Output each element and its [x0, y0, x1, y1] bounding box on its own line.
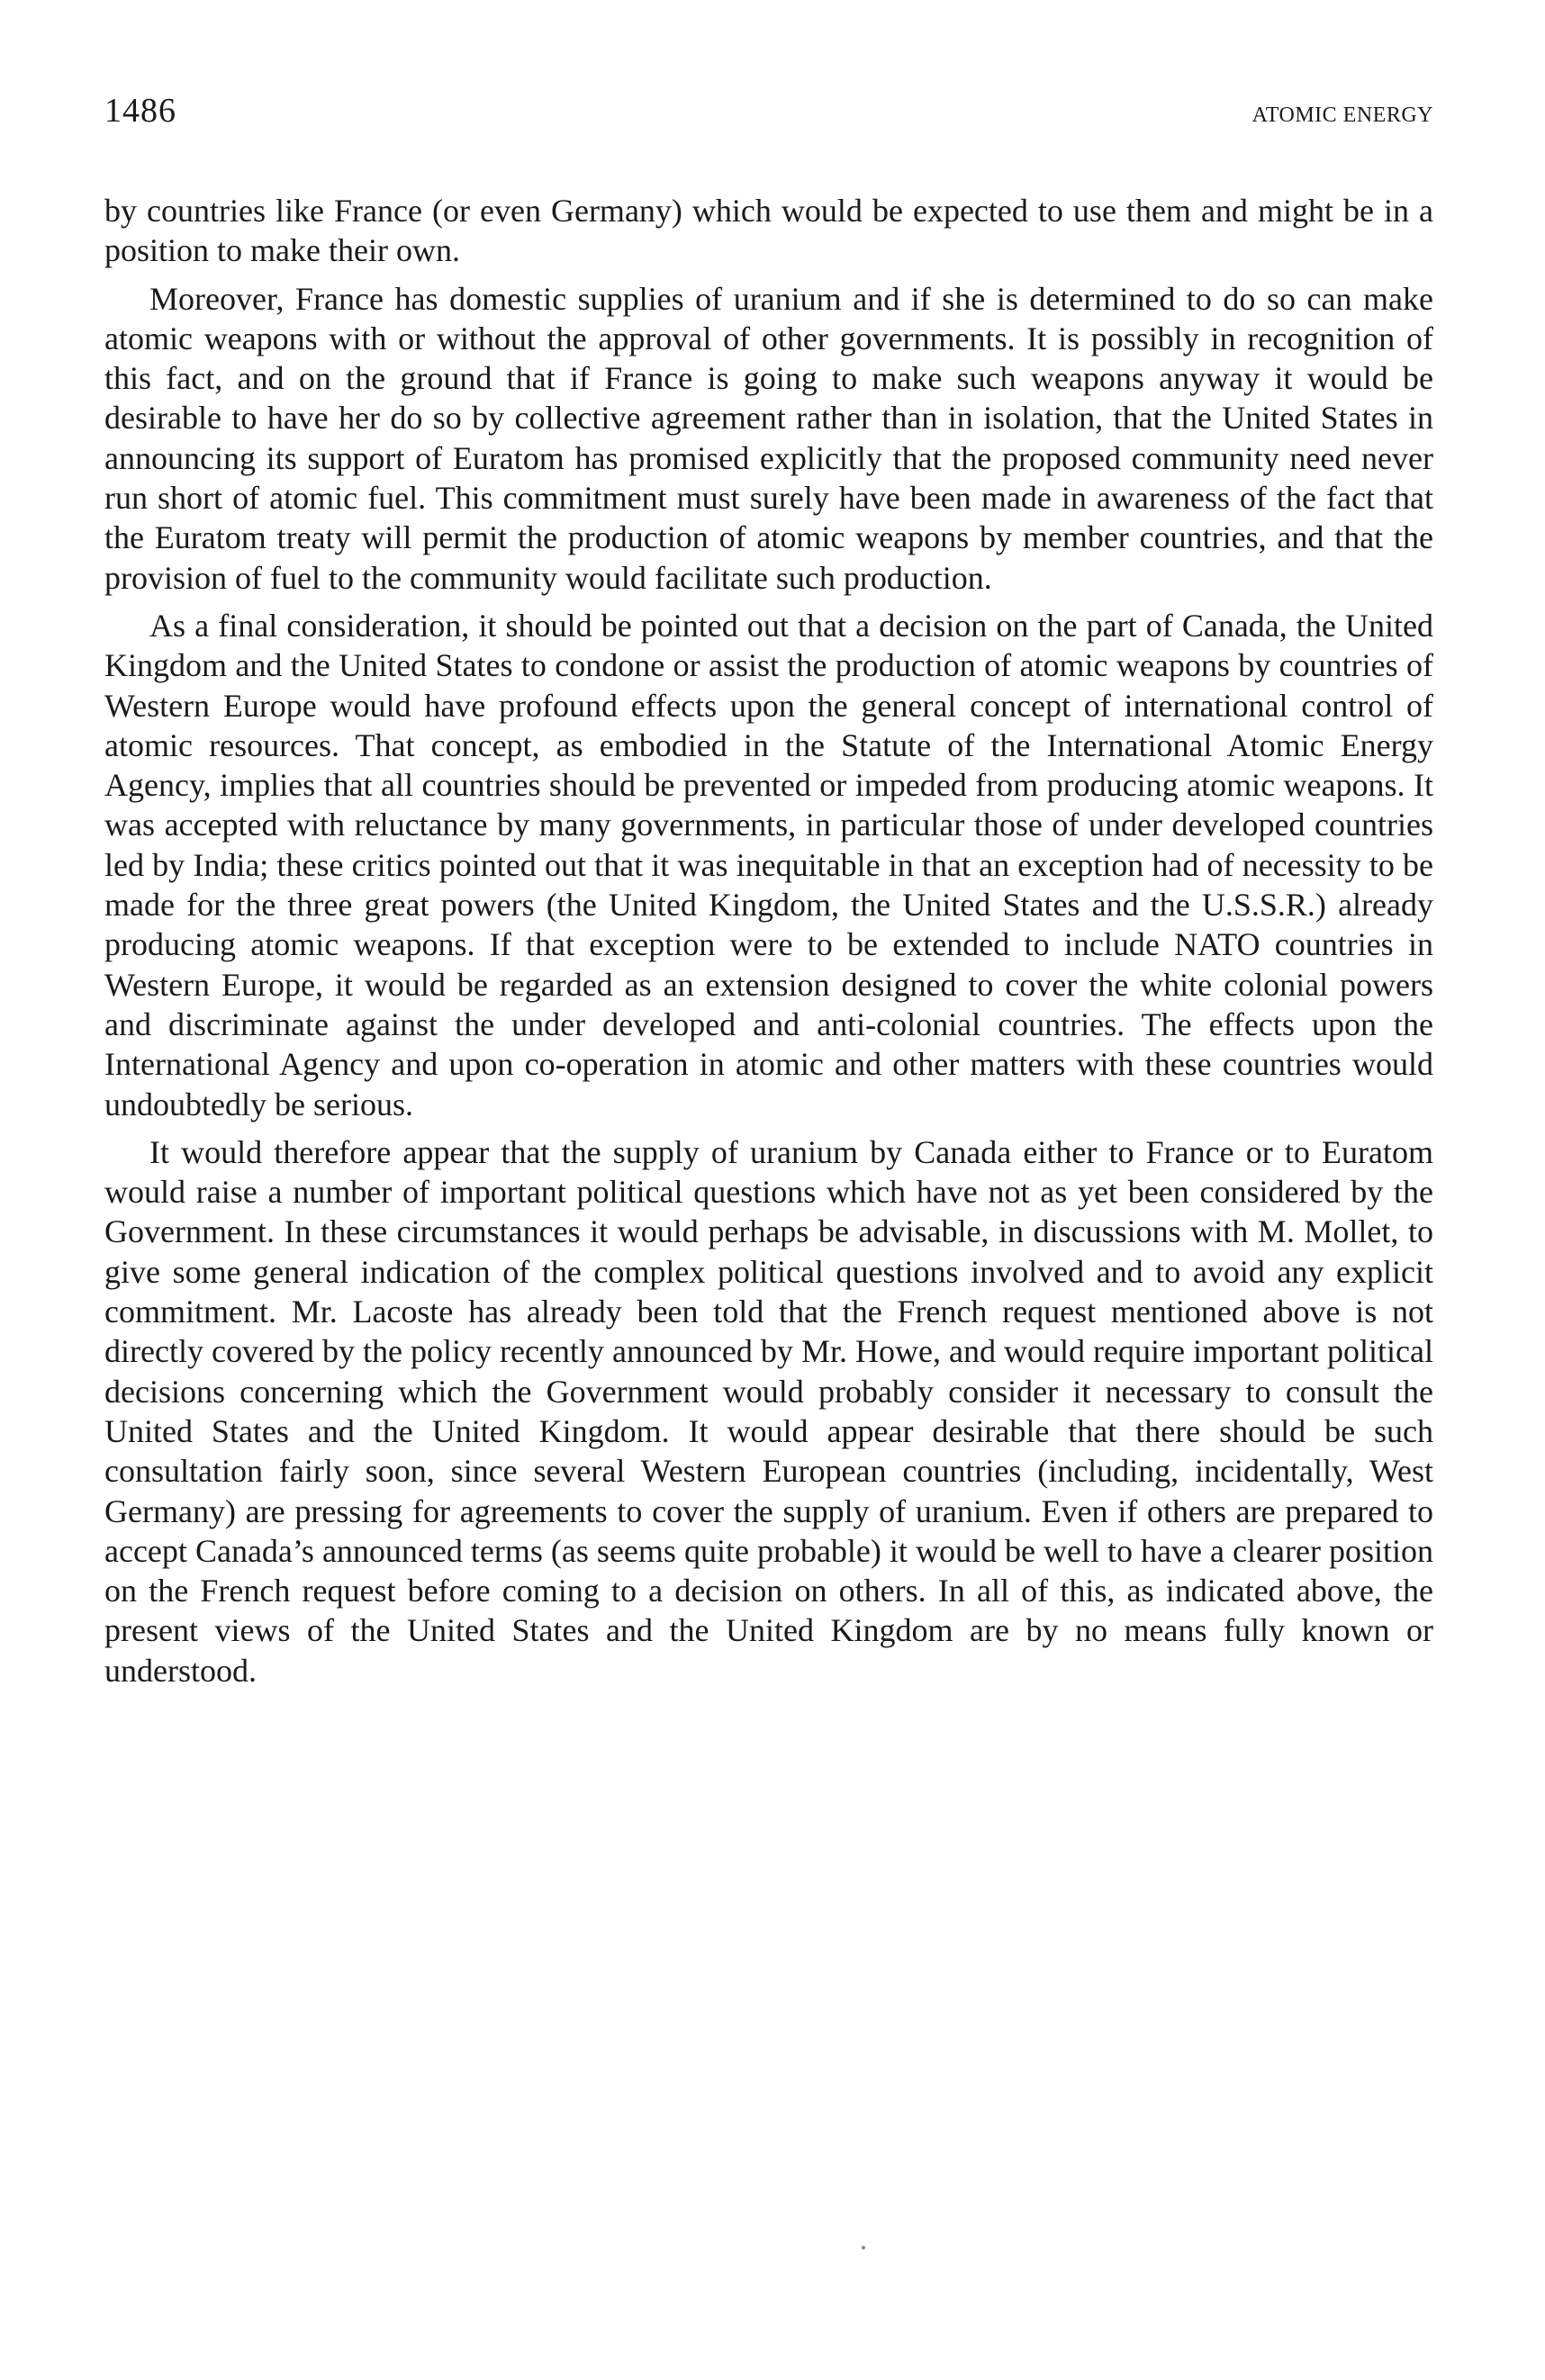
running-head: ATOMIC ENERGY — [1251, 104, 1433, 127]
body-text — [104, 191, 1433, 1699]
page-number: 1486 — [104, 92, 176, 130]
paragraph-final-consideration: As a final consideration, it should be pointed out that a decision on the part of Canada, the United Kingdom and the United States to condone or assist the production of atomic weapons by countries of Western Europe would have profound effects upon the general concept of international control of atomic resources. That concept, as embodied in the Statute of the International Atomic Energy Agency, implies that all countries should be prevented or impeded from producing atomic weapons. It was accepted with reluctance by many governments, in particular those of under developed countries led by India; these critics pointed out that it was inequitable in that an exception had of necessity to be made for the three great powers (the United Kingdom, the United States and the U.S.S.R.) already producing atomic weapons. If that exception were to be extended to include NATO countries in Western Europe, it would be regarded as an extension designed to cover the white colonial powers and discriminate against the under developed and anti-colonial countries. The effects upon the International Agency and upon co-operation in atomic and other matters with these countries would undoubtedly be serious. — [104, 607, 1433, 1122]
scan-speck — [862, 2246, 865, 2249]
paragraph-france-uranium: Moreover, France has domestic supplies of uranium and if she is determined to do so can make atomic weapons with or without the approval of other governments. It is possibly in recognition of this fact, and on the ground that if France is going to make such weapons anyway it would be desirable to have her do so by collective agreement rather than in isolation, that the United States in announcing its support of Euratom has promised explicitly that the proposed community need never run short of atomic fuel. This commitment must surely have been made in awareness of the fact that the Euratom treaty will permit the production of atomic weapons by member countries, and that the provision of fuel to the community would facilitate such production. — [104, 280, 1433, 596]
paragraph-conclusion: It would therefore appear that the supply of uranium by Canada either to France or to Euratom would raise a number of important political questions which have not as yet been considered by the Government. In these circumstances it would perhaps be advisable, in discussions with M. Mollet, to give some general indication of the complex political questions involved and to avoid any explicit commitment. Mr. Lacoste has already been told that the French request mentioned above is not directly covered by the policy recently announced by Mr. Howe, and would require important political decisions concerning which the Government would probably consider it necessary to consult the United States and the United Kingdom. It would appear desirable that there should be such consultation fairly soon, since several Western European countries (including, incidentally, West Germany) are pressing for agreements to cover the supply of uranium. Even if others are prepared to accept Canada’s announced terms (as seems quite probable) it would be well to have a clearer position on the French request before coming to a decision on others. In all of this, as indicated above, the present views of the United States and the United Kingdom are by no means fully known or understood. — [104, 1133, 1433, 1689]
paragraph-continuation: by countries like France (or even Germany) which would be expected to use them and might be in a position to make their own. — [104, 193, 1433, 269]
